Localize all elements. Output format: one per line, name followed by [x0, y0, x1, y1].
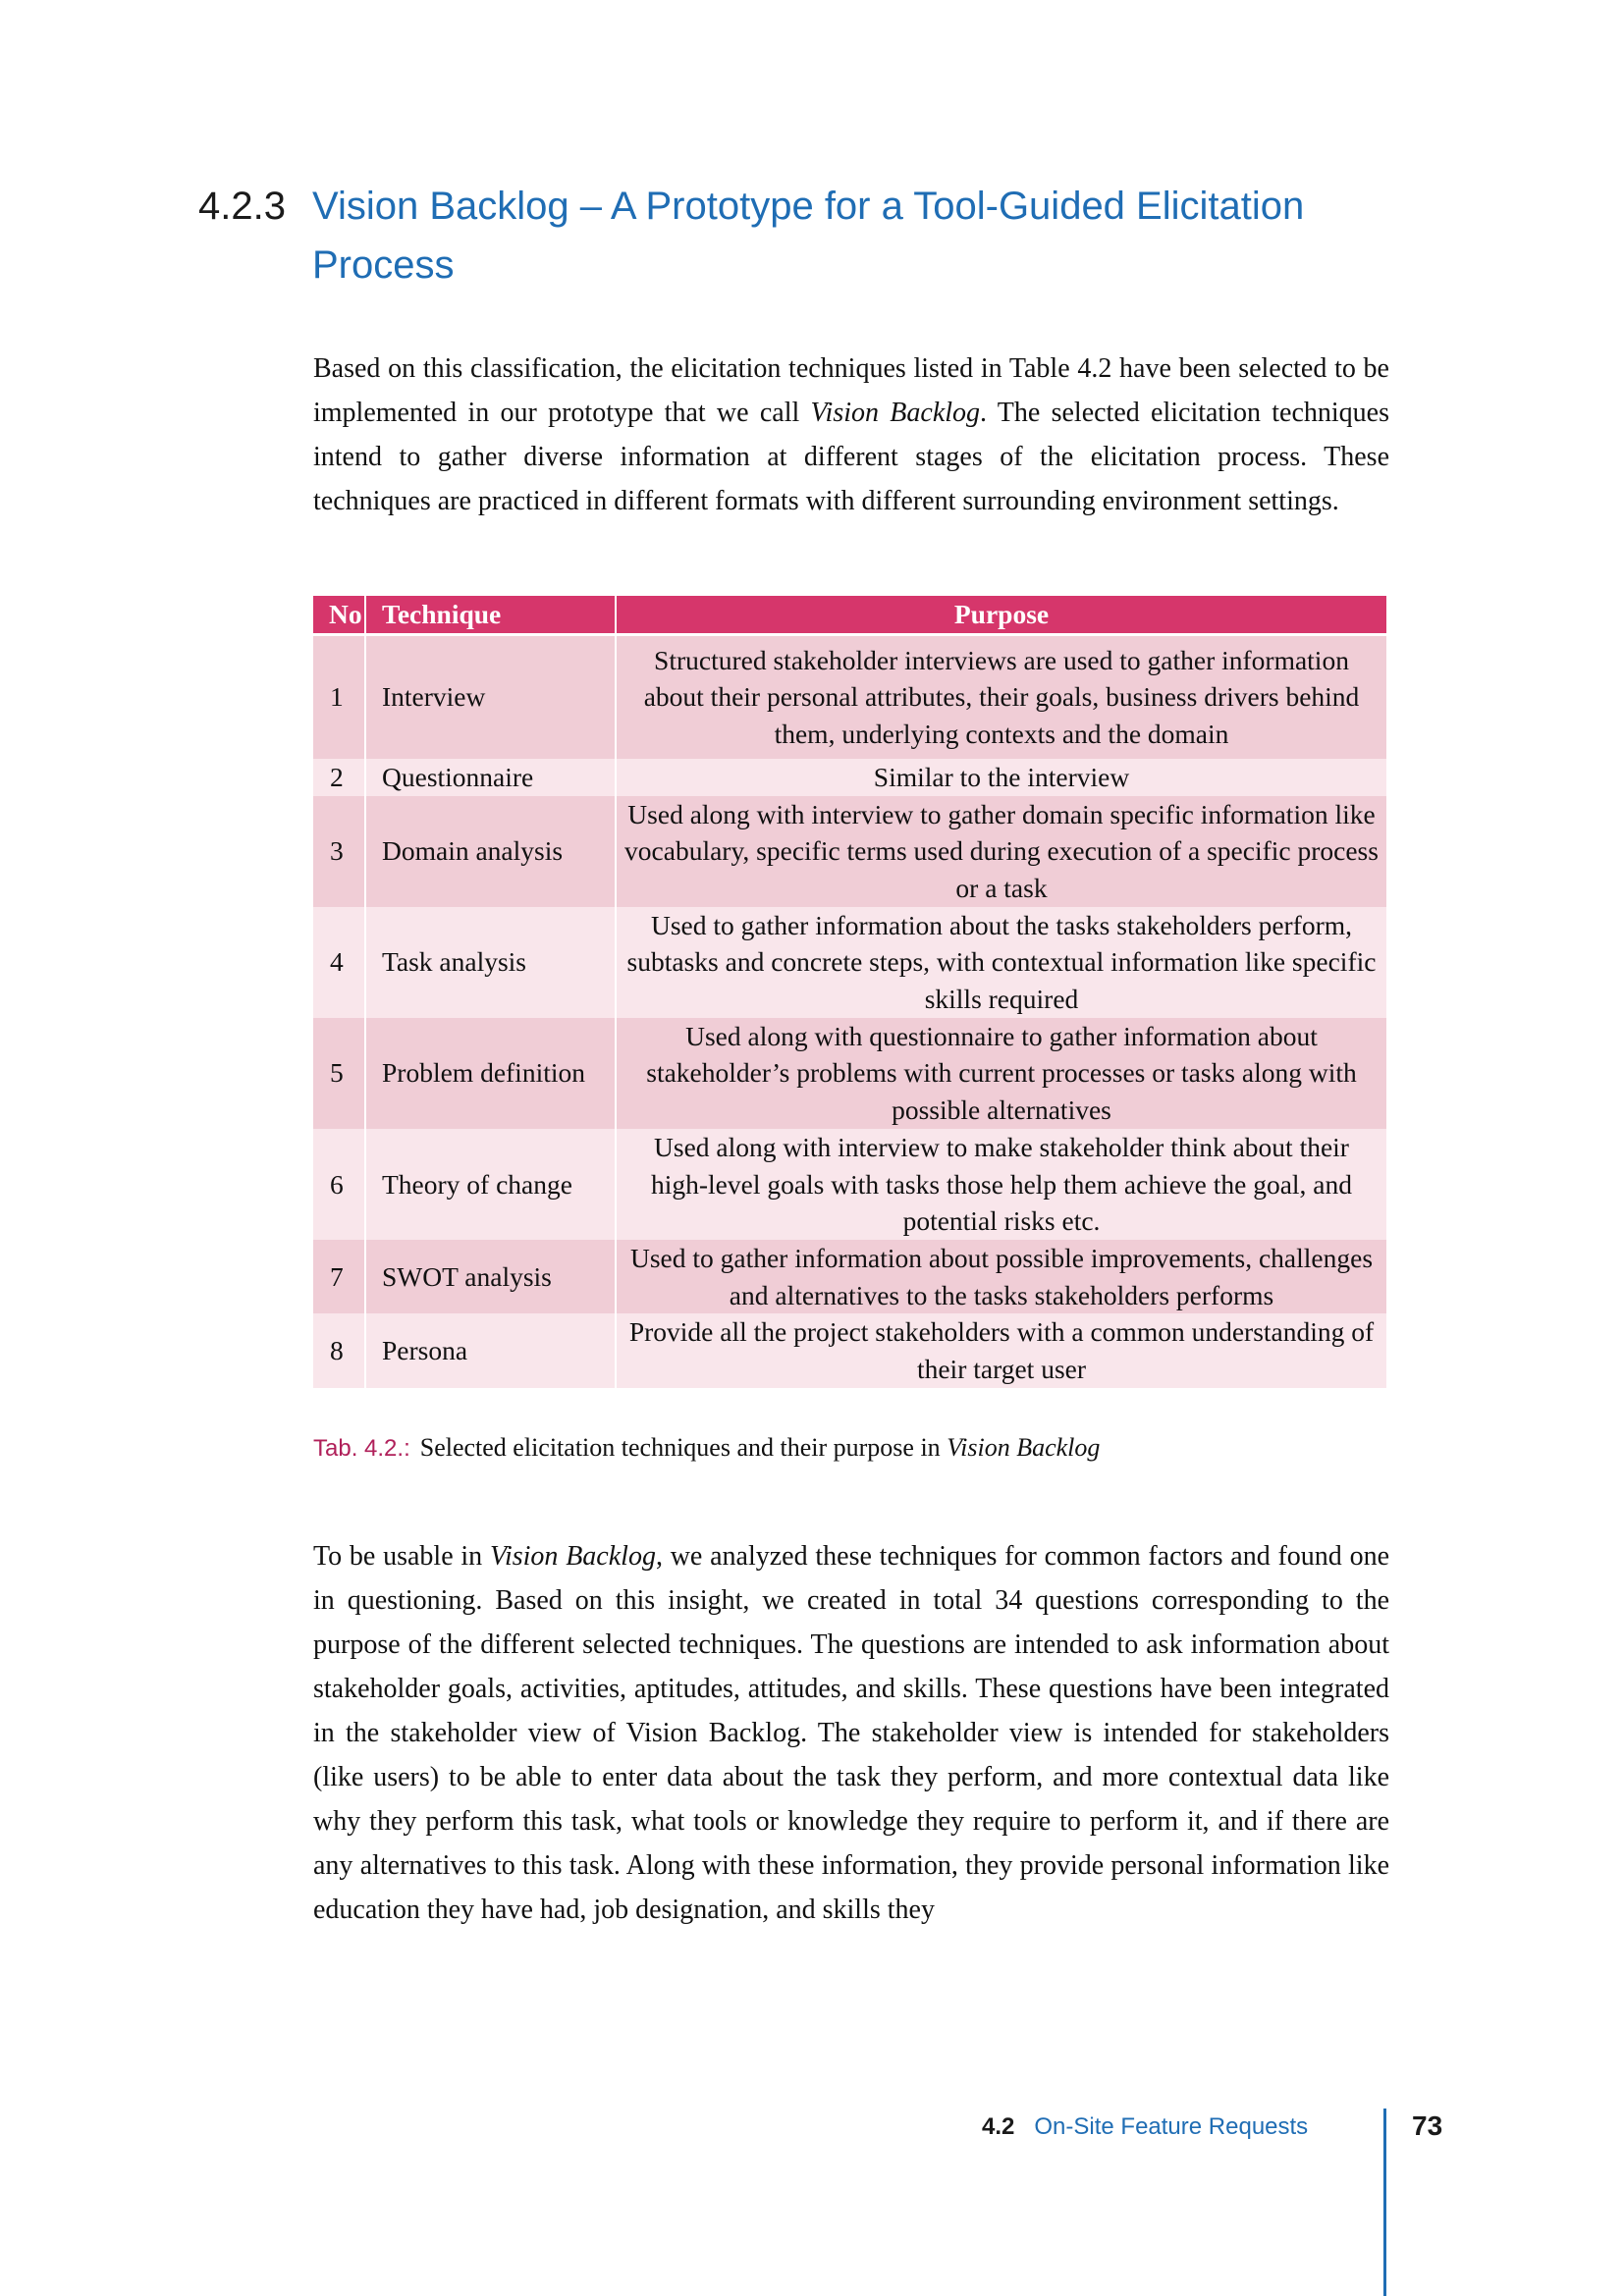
row-technique: Domain analysis: [365, 796, 616, 907]
row-purpose: Used along with interview to gather domain specific information like vocabulary, specific terms used during execution of a specific process or a task: [616, 796, 1386, 907]
caption-text: Selected elicitation techniques and their purpose in: [419, 1433, 947, 1462]
table-row: [313, 796, 1386, 907]
row-number: 6: [313, 1129, 365, 1240]
row-purpose: Similar to the interview: [616, 759, 1386, 796]
row-purpose: Used along with interview to make stakeholder think about their high-level goals with tasks those help them achieve the goal, and potential risks etc.: [616, 1129, 1386, 1240]
row-number: 4: [313, 907, 365, 1018]
caption-label: Tab. 4.2.:: [313, 1435, 410, 1462]
caption-emphasis: Vision Backlog: [947, 1433, 1101, 1462]
table-row: [313, 759, 1386, 796]
row-technique: SWOT analysis: [365, 1240, 616, 1313]
body-paragraph-text-2: , we analyzed these techniques for common factors and found one in questioning. Based on this insight, we created in total 34 questions corresponding to the purpose of the different selected techniques. The questions are intended to ask information about stakeholder goals, activities, aptitudes, attitudes, and skills. These questions have been integrated in the stakeholder view of Vision Backlog. The stakeholder view is intended for stakeholders (like users) to be able to enter data about the task they perform, and more contextual data like why they perform this task, what tools or knowledge they require to perform it, and if there are any alternatives to this task. Along with these information, they provide personal information like education they have had, job designation, and skills they: [313, 1541, 1389, 1925]
techniques-table: [313, 596, 1386, 1388]
section-number: 4.2.3: [198, 185, 286, 228]
intro-paragraph-text-1: Based on this classification, the elicitation techniques listed in Table 4.2 have been selected to be implemented in our prototype that we call: [313, 353, 1389, 428]
intro-paragraph: [313, 347, 1389, 523]
body-paragraph-text-1: To be usable in: [313, 1541, 490, 1572]
table-header-row: [313, 596, 1386, 635]
row-number: 3: [313, 796, 365, 907]
footer-section-name: On-Site Feature Requests: [1034, 2113, 1309, 2140]
row-purpose: Used to gather information about the tasks stakeholders perform, subtasks and concrete steps, with contextual information like specific skills required: [616, 907, 1386, 1018]
row-technique: Questionnaire: [365, 759, 616, 796]
row-number: 8: [313, 1313, 365, 1387]
table-row: [313, 907, 1386, 1018]
row-technique: Task analysis: [365, 907, 616, 1018]
row-number: 1: [313, 635, 365, 759]
table-row: [313, 635, 1386, 759]
footer-section-number: 4.2: [982, 2113, 1015, 2140]
row-technique: Problem definition: [365, 1018, 616, 1129]
body-paragraph-emphasis: Vision Backlog: [489, 1541, 656, 1572]
intro-paragraph-text-2: . The selected elicitation techniques intend to gather diverse information at different stages of the elicitation process. These techniques are practiced in different formats with different surrounding environment settings.: [313, 398, 1389, 516]
column-header-no: No: [313, 596, 365, 635]
footer-rule: [1383, 2109, 1386, 2296]
row-purpose: Provide all the project stakeholders with a common understanding of their target user: [616, 1313, 1386, 1387]
row-purpose: Structured stakeholder interviews are used to gather information about their personal attributes, their goals, business drivers behind them, underlying contexts and the domain: [616, 635, 1386, 759]
row-purpose: Used to gather information about possible improvements, challenges and alternatives to the tasks stakeholders performs: [616, 1240, 1386, 1313]
row-number: 7: [313, 1240, 365, 1313]
row-number: 5: [313, 1018, 365, 1129]
section-title: Vision Backlog – A Prototype for a Tool-Guided Elicitation Process: [312, 185, 1305, 287]
row-number: 2: [313, 759, 365, 796]
column-header-purpose: Purpose: [616, 596, 1386, 635]
table-row: [313, 1313, 1386, 1387]
intro-paragraph-emphasis: Vision Backlog: [810, 398, 981, 428]
page-number: 73: [1412, 2110, 1443, 2141]
table-row: [313, 1240, 1386, 1313]
table-row: [313, 1129, 1386, 1240]
row-technique: Interview: [365, 635, 616, 759]
running-footer: [982, 2112, 1308, 2142]
table-caption: [313, 1431, 1100, 1466]
row-purpose: Used along with questionnaire to gather information about stakeholder’s problems with current processes or tasks along with possible alternatives: [616, 1018, 1386, 1129]
row-technique: Persona: [365, 1313, 616, 1387]
body-paragraph: [313, 1534, 1389, 1932]
table-row: [313, 1018, 1386, 1129]
column-header-technique: Technique: [365, 596, 616, 635]
row-technique: Theory of change: [365, 1129, 616, 1240]
